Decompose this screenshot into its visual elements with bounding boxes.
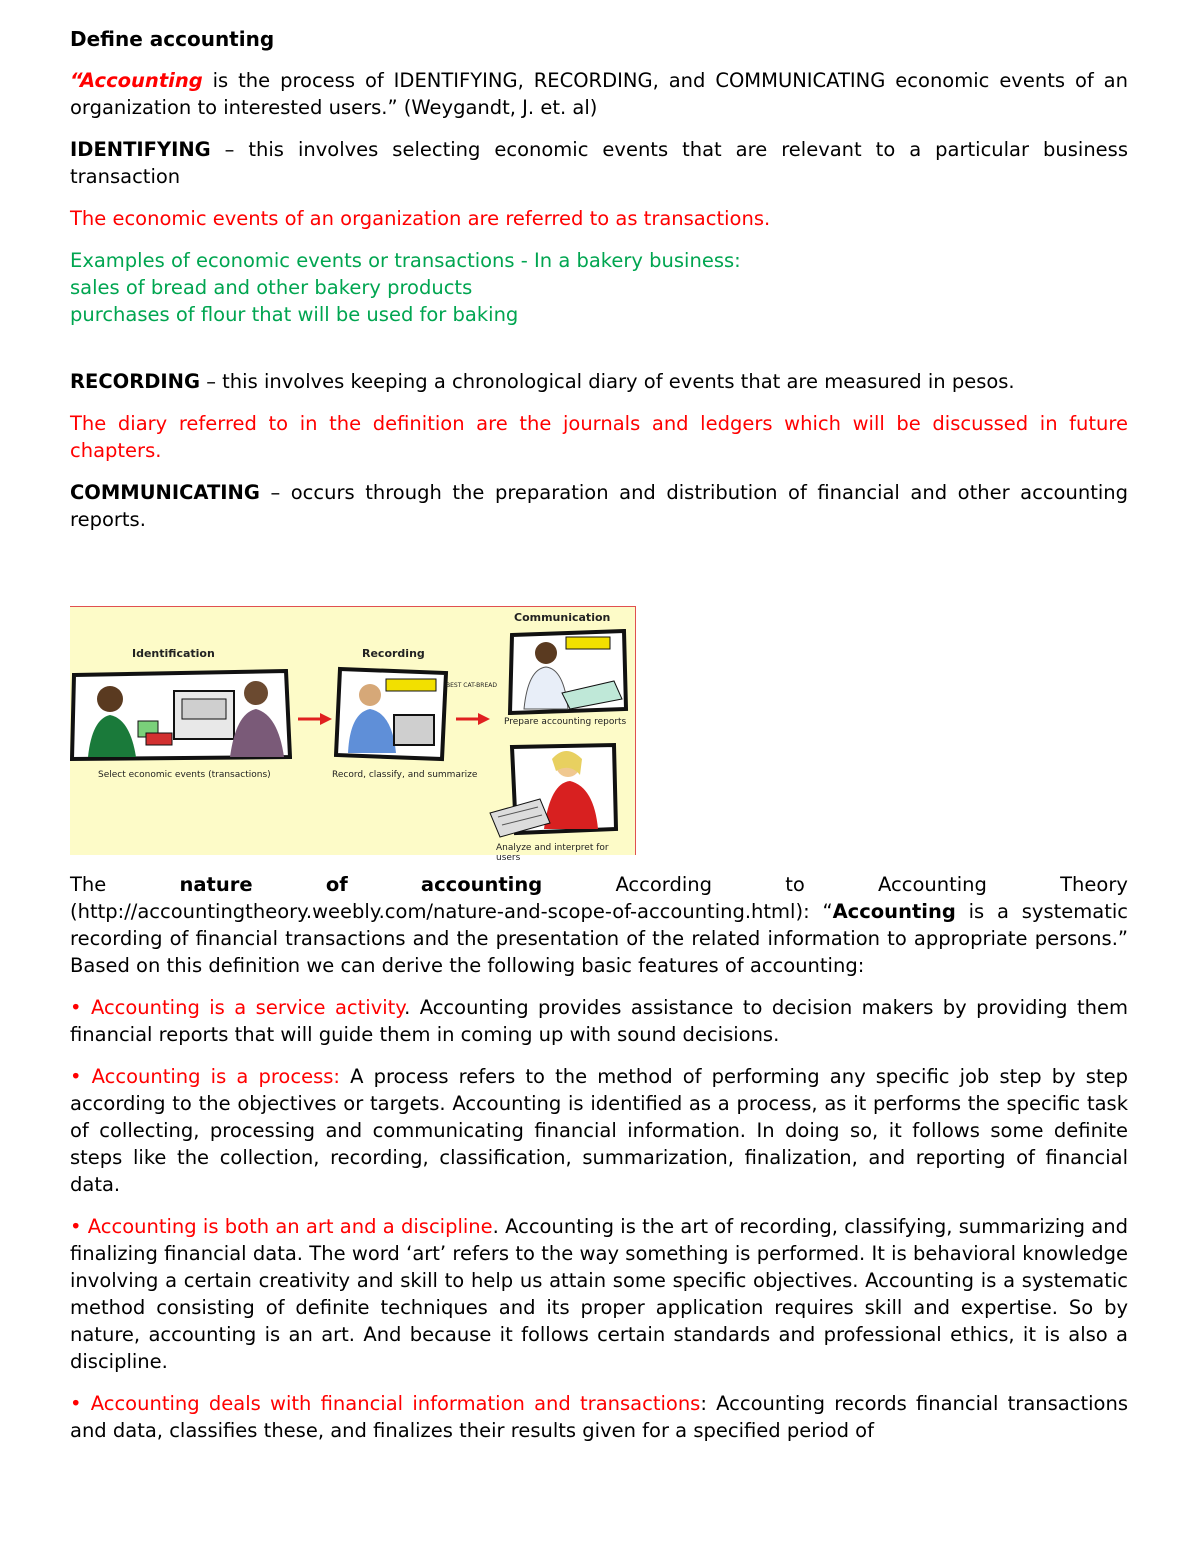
analyze-caption: Analyze and interpret for users [496, 843, 609, 863]
example-item-flour: purchases of flour that will be used for baking [70, 303, 519, 326]
nature-url-text: (http://accountingtheory.weebly.com/nature-and-scope-of-accounting.html): “ [70, 900, 833, 923]
identification-caption: Select economic events (transactions) [98, 770, 271, 780]
word-according: According [615, 873, 713, 896]
feature-financial-information [70, 1390, 1128, 1444]
word-nature: nature [179, 873, 253, 896]
example-item-bread: sales of bread and other bakery products [70, 276, 473, 299]
transactions-note: The economic events of an organization are referred to as transactions. [70, 207, 771, 230]
feature-title: • Accounting is both an art and a discipline [70, 1215, 493, 1238]
communication-label: Communication [514, 611, 611, 624]
examples-block [70, 247, 1128, 328]
prepare-reports-caption: Prepare accounting reports [504, 717, 627, 727]
nature-first-line [70, 871, 1128, 898]
communicating-label: COMMUNICATING [70, 481, 260, 504]
identifying-paragraph [70, 136, 1128, 190]
feature-service-activity [70, 994, 1128, 1048]
recording-label: Recording [362, 647, 425, 660]
examples-intro: Examples of economic events or transactions - In a bakery business: [70, 249, 741, 272]
arrow-right-icon [298, 713, 332, 725]
feature-art-discipline [70, 1213, 1128, 1375]
word-the: The [70, 873, 107, 896]
nature-definition-text: is a systematic recording of financial transactions and the presentation of the related information to appropriate persons.” Based on this definition we can derive the following basic features of accounting: [70, 900, 1129, 977]
identification-illustration [70, 669, 292, 764]
feature-text: . Accounting is the art of recording, classifying, summarizing and finalizing financial data. The word ‘art’ refers to the way something is performed. It is behavioral knowledge involving a certain creativity and skill to help us attain some specific objectives. Accounting is a systematic method consisting of definite techniques and its proper application requires skill and expertise. So by nature, accounting is an art. And because it follows certain standards and professional ethics, it is also a discipline. [70, 1215, 1128, 1373]
definition-text: is the process of IDENTIFYING, RECORDING, and COMMUNICATING economic events of an organization to interested users.” (Weygandt, J. et. al) [70, 69, 1128, 119]
communicating-text: – occurs through the preparation and distribution of financial and other accounting reports. [70, 481, 1128, 531]
word-to: to [785, 873, 805, 896]
nature-body [70, 898, 1128, 979]
word-accounting-theory-2: Theory [1060, 873, 1128, 896]
arrow-right-icon [456, 713, 490, 725]
document-page [70, 26, 1128, 1459]
nature-term: Accounting [832, 900, 956, 923]
nature-paragraph [70, 871, 1128, 979]
feature-text: . Accounting provides assistance to decision makers by providing them financial reports that will guide them in coming up with sound decisions. [70, 996, 1128, 1046]
feature-title: • Accounting deals with financial information and transactions [70, 1392, 701, 1415]
feature-title: • Accounting is a process: [70, 1065, 340, 1088]
word-accounting-theory-1: Accounting [878, 873, 987, 896]
recording-caption: Record, classify, and summarize [332, 770, 478, 780]
prepare-reports-illustration [506, 629, 630, 715]
accounting-process-figure [70, 606, 636, 863]
recording-paragraph [70, 368, 1128, 395]
diary-note: The diary referred to in the definition are the journals and ledgers which will be discussed in future chapters. [70, 412, 1128, 462]
word-accounting: accounting [420, 873, 543, 896]
page-heading: Define accounting [70, 27, 275, 51]
analyze-reports-illustration [486, 741, 620, 841]
feature-process [70, 1063, 1128, 1198]
identifying-label: IDENTIFYING [70, 138, 211, 161]
communicating-paragraph [70, 479, 1128, 533]
definition-term: “Accounting [70, 69, 203, 92]
definition-paragraph [70, 67, 1128, 121]
recording-illustration [334, 665, 450, 763]
feature-text: : Accounting records financial transactions and data, classifies these, and finalizes their results given for a specified period of [70, 1392, 1128, 1442]
best-cat-bread-sign: BEST CAT-BREAD [446, 682, 497, 689]
identification-label: Identification [132, 647, 215, 660]
feature-text: A process refers to the method of performing any specific job step by step according to the objectives or targets. Accounting is identified as a process, as it performs the specific task of collecting, processing and communicating financial information. In doing so, it follows some definite steps like the collection, recording, classification, summarization, finalization, and reporting of financial data. [70, 1065, 1128, 1196]
identifying-text: – this involves selecting economic events that are relevant to a particular business transaction [70, 138, 1128, 188]
recording-text: – this involves keeping a chronological diary of events that are measured in pesos. [200, 370, 1015, 393]
recording-label: RECORDING [70, 370, 201, 393]
word-of: of [325, 873, 348, 896]
feature-title: • Accounting is a service activity [70, 996, 405, 1019]
